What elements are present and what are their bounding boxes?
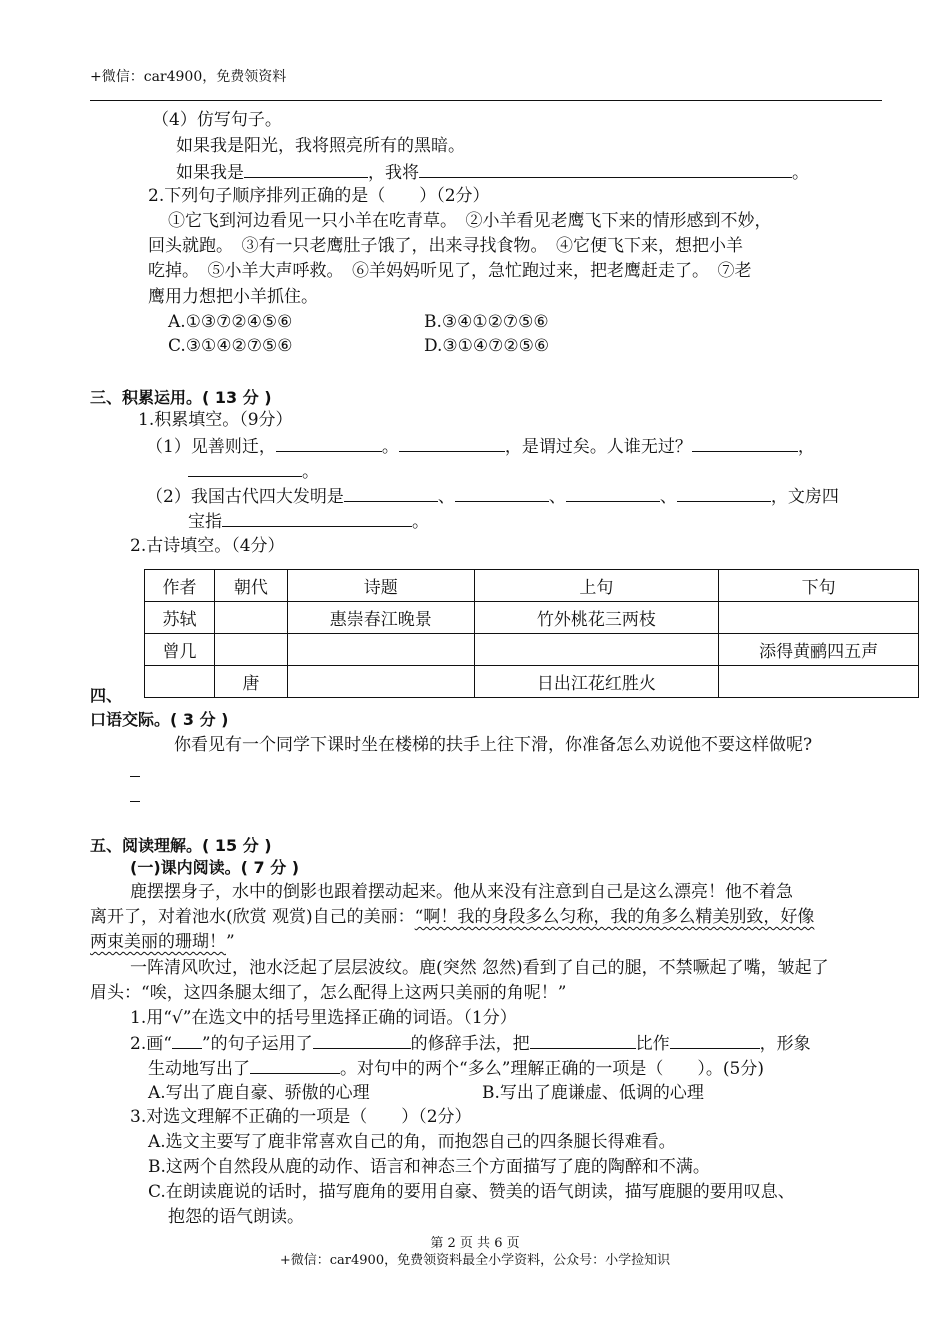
s3-blank-7[interactable]	[566, 483, 660, 502]
passage-p2-line1: 一阵清风吹过，池水泛起了层层波纹。鹿(突然 忽然)看到了自己的腿，不禁噘起了嘴，皱起了	[130, 958, 829, 978]
table-cell-blank[interactable]	[287, 666, 474, 698]
passage-p1-line3	[90, 929, 235, 955]
s5-q2-e: ，形象	[759, 1034, 811, 1054]
header-text: +微信：car4900，免费领资料	[90, 69, 287, 85]
underlined-sentence-end: 两束美丽的珊瑚！	[90, 932, 226, 952]
s5-q1: 1.用“√”在选文中的括号里选择正确的词语。（1分）	[130, 1008, 517, 1028]
s5-q2-underline-sample	[172, 1030, 202, 1049]
table-row	[145, 666, 919, 698]
order-option-c[interactable]: C.③①④②⑦⑤⑥	[168, 336, 293, 356]
table-cell: 曾几	[145, 634, 215, 666]
s3-q1-2-line2	[188, 508, 429, 535]
table-cell: 苏轼	[145, 602, 215, 634]
s3-q1-2-a: （2）我国古代四大发明是	[146, 487, 344, 507]
s5-blank-4[interactable]	[250, 1055, 340, 1074]
q4-blank-1[interactable]	[244, 159, 368, 178]
header-cell: 朝代	[214, 570, 287, 602]
q4-blank-2[interactable]	[419, 159, 792, 178]
page-number: 第 2 页 共 6 页	[430, 1236, 520, 1251]
passage-p1-line2-a: 离开了，对着池水(欣赏 观赏)自己的美丽：	[90, 907, 415, 927]
section4-heading-number: 四、	[90, 686, 123, 705]
s5-q2-l2-a: 生动地写出了	[148, 1059, 250, 1079]
s5-q2-d: 比作	[635, 1034, 670, 1054]
section4-heading: 口语交际。( 3 分 )	[90, 710, 229, 729]
s3-sep-3: 、	[659, 487, 677, 507]
s5-q2-line2	[148, 1055, 764, 1082]
s3-blank-1[interactable]	[276, 433, 382, 452]
s5-blank-2[interactable]	[530, 1030, 636, 1049]
q4-prompt-b: ，我将	[368, 163, 419, 183]
header-cell: 下句	[719, 570, 919, 602]
s3-q1-stem: 1.积累填空。（9分）	[138, 410, 293, 430]
s5-blank-1[interactable]	[313, 1030, 411, 1049]
order-line-3: 吃掉。 ⑤小羊大声呼救。 ⑥羊妈妈听见了，急忙跑过来，把老鹰赶走了。 ⑦老	[148, 261, 752, 281]
s3-q1-1-b: 。	[381, 437, 399, 457]
s3-blank-4[interactable]	[188, 458, 302, 477]
underlined-sentence: “啊！我的身段多么匀称，我的角多么精美别致，好像	[414, 907, 815, 927]
table-cell-blank[interactable]	[719, 666, 919, 698]
order-stem: 2.下列句子顺序排列正确的是（ ）（2分）	[148, 186, 490, 206]
poem-table	[144, 569, 919, 698]
header-rule	[90, 100, 882, 101]
table-cell-blank[interactable]	[145, 666, 215, 698]
s5-q2-a: 2.画“	[130, 1034, 172, 1054]
s5-q3: 3.对选文理解不正确的一项是（ ）（2分）	[130, 1107, 472, 1127]
s3-blank-6[interactable]	[455, 483, 549, 502]
s5-q2-line1	[130, 1030, 811, 1057]
order-line-1: ①它飞到河边看见一只小羊在吃青草。 ②小羊看见老鹰飞下来的情形感到不妙，	[168, 211, 772, 231]
header-cell: 上句	[474, 570, 719, 602]
passage-p1-line3-b: ”	[226, 932, 235, 952]
table-row	[145, 634, 919, 666]
passage-p2-line2: 眉头：“唉，这四条腿太细了，怎么配得上这两只美丽的角呢！”	[90, 983, 567, 1003]
table-row	[145, 602, 919, 634]
s3-q1-1-d: ，	[797, 437, 815, 457]
order-line-2: 回头就跑。 ③有一只老鹰肚子饿了，出来寻找食物。 ④它便飞下来，想把小羊	[148, 236, 743, 256]
s3-sep-1: 、	[437, 487, 455, 507]
order-option-b[interactable]: B.③④①②⑦⑤⑥	[424, 312, 549, 332]
s5-q3-option-a[interactable]: A.选文主要写了鹿非常喜欢自己的角，而抱怨自己的四条腿长得难看。	[148, 1132, 676, 1152]
s3-q1-2-d: 。	[412, 512, 429, 532]
s3-q1-2-b: ，文房四	[770, 487, 839, 507]
s3-q1-1-c: ，是谓过矣。人谁无过？	[504, 437, 692, 457]
s5-q3-option-c-cont: 抱怨的语气朗读。	[168, 1207, 304, 1227]
order-option-d[interactable]: D.③①④⑦②⑤⑥	[424, 336, 550, 356]
table-cell: 唐	[214, 666, 287, 698]
s5-q3-option-b[interactable]: B.这两个自然段从鹿的动作、语言和神态三个方面描写了鹿的陶醉和不满。	[148, 1157, 710, 1177]
section3-heading: 三、积累运用。( 13 分 )	[90, 388, 272, 407]
s5-q2-c: 的修辞手法，把	[410, 1034, 530, 1054]
table-cell-blank[interactable]	[474, 634, 719, 666]
table-cell: 竹外桃花三两枝	[474, 602, 719, 634]
passage-p1-line2	[90, 904, 814, 930]
s3-q1-2	[146, 483, 839, 510]
table-cell-blank[interactable]	[719, 602, 919, 634]
s5-q2-option-b[interactable]: B.写出了鹿谦虚、低调的心理	[482, 1083, 704, 1103]
s3-q1-1-a: （1）见善则迁，	[146, 437, 276, 457]
s4-question: 你看见有一个同学下课时坐在楼梯的扶手上往下滑，你准备怎么劝说他不要这样做呢?	[174, 735, 813, 755]
table-cell: 添得黄鹂四五声	[719, 634, 919, 666]
section5-heading: 五、阅读理解。( 15 分 )	[90, 836, 272, 855]
s5-q2-option-a[interactable]: A.写出了鹿自豪、骄傲的心理	[148, 1083, 370, 1103]
table-cell-blank[interactable]	[287, 634, 474, 666]
s3-q1-1	[146, 433, 815, 460]
order-option-a[interactable]: A.①③⑦②④⑤⑥	[168, 312, 293, 332]
s5-q2-b: ”的句子运用了	[201, 1034, 313, 1054]
header-cell: 诗题	[287, 570, 474, 602]
s5-blank-3[interactable]	[670, 1030, 760, 1049]
s3-blank-3[interactable]	[692, 433, 798, 452]
q4-title: （4）仿写句子。	[152, 110, 282, 130]
order-line-4: 鹰用力想把小羊抓住。	[148, 287, 318, 307]
s3-q2-stem: 2.古诗填空。（4分）	[130, 536, 285, 556]
s3-blank-5[interactable]	[344, 483, 438, 502]
table-cell-blank[interactable]	[214, 602, 287, 634]
table-cell-blank[interactable]	[214, 634, 287, 666]
answer-line-2[interactable]	[130, 801, 140, 802]
passage-p1-line1: 鹿摆摆身子，水中的倒影也跟着摆动起来。他从来没有注意到自己是这么漂亮！他不着急	[130, 882, 793, 902]
s3-sep-2: 、	[548, 487, 566, 507]
s3-blank-8[interactable]	[677, 483, 771, 502]
s3-q1-1-line2	[188, 458, 319, 485]
q4-prompt	[176, 159, 809, 186]
s3-blank-2[interactable]	[399, 433, 505, 452]
s3-blank-9[interactable]	[222, 508, 412, 527]
footer-note: +微信：car4900，免费领资料最全小学资料，公众号：小学捡知识	[279, 1253, 671, 1268]
header-cell: 作者	[145, 570, 215, 602]
poem-table-header	[145, 570, 919, 602]
section5-sub-heading: (一)课内阅读。( 7 分 )	[130, 858, 300, 877]
answer-line-1[interactable]	[130, 776, 140, 777]
q4-example: 如果我是阳光，我将照亮所有的黑暗。	[176, 136, 465, 156]
s3-q1-2-c: 宝指	[188, 512, 222, 532]
q4-prompt-end: 。	[792, 163, 809, 183]
s3-q1-1-e: 。	[302, 462, 319, 482]
table-cell: 日出江花红胜火	[474, 666, 719, 698]
table-cell: 惠崇春江晚景	[287, 602, 474, 634]
s5-q3-option-c[interactable]: C.在朗读鹿说的话时，描写鹿角的要用自豪、赞美的语气朗读，描写鹿腿的要用叹息、	[148, 1182, 795, 1202]
q4-prompt-a: 如果我是	[176, 163, 244, 183]
s5-q2-l2-b: 。对句中的两个“多么”理解正确的一项是（ ）。(5分)	[340, 1059, 764, 1079]
